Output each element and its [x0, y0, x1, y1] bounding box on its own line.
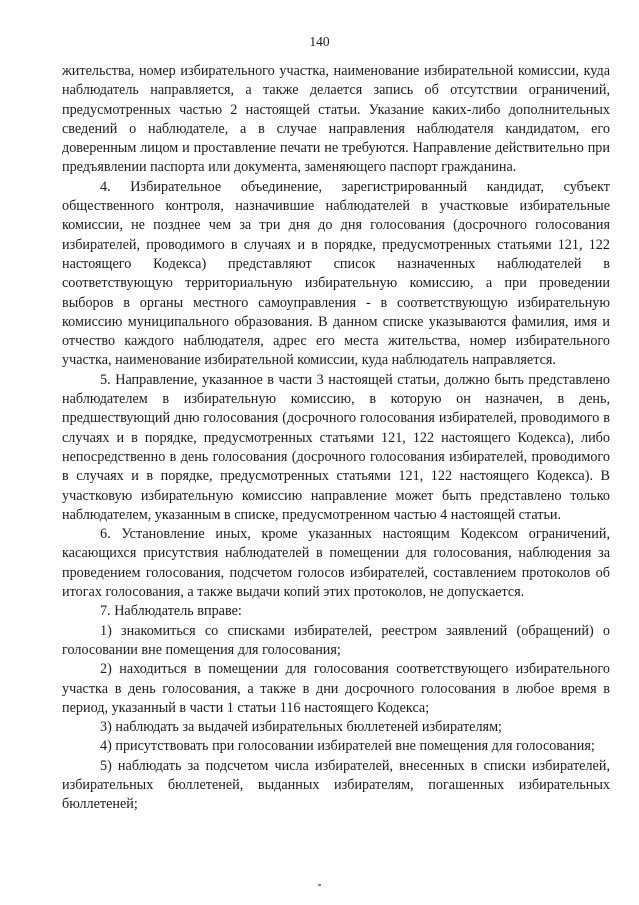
paragraph-7-heading: 7. Наблюдатель вправе: — [100, 603, 242, 620]
paragraph-6: 6. Установление иных, кроме указанных настоящим Кодексом ограничений, касающихся присутствия наблюдателей в помещении для голосования, наблюдения за проведением голосования, подсчетом голосов избирателей, составлением протоколов об итогах голосования, а также выдачи копий этих протоколов, не допускается. — [62, 526, 610, 601]
list-item-5: 5) наблюдать за подсчетом числа избирателей, внесенных в списки избирателей, избирательных бюллетеней, выданных избирателям, погашенных избирательных бюллетеней; — [62, 757, 610, 813]
paragraph-continuation: жительства, номер избирательного участка, наименование избирательной комиссии, куда наблюдатель направляется, а также делается запись об отсутствии ограничений, предусмотренных частью 2 настоящей статьи. Указание каких-либо дополнительных сведений о наблюдателе, а в случае направления наблюдателя кандидатом, его доверенным лицом и проставление печати не требуются. Направление действительно при предъявлении паспорта или документа, заменяющего паспорт гражданина. — [62, 63, 610, 176]
scan-speck — [318, 884, 321, 886]
paragraph-5: 5. Направление, указанное в части 3 настоящей статьи, должно быть представлено наблюдателем в избирательную комиссию, в которую он назначен, в день, предшествующий дню голосования (досрочного голосования избирателей, проводимого в случаях и в порядке, предусмотренных статьями 121, 122 настоящего Кодекса), либо непосредственно в день голосования (досрочного голосования избирателей, проводимого в случаях и в порядке, предусмотренных статьями 121, 122 настоящего Кодекса). В участковую избирательную комиссию направление может быть представлено только наблюдателем, указанным в списке, предусмотренном частью 4 настоящей статьи. — [62, 371, 610, 523]
list-item-4: 4) присутствовать при голосовании избирателей вне помещения для голосования; — [100, 738, 595, 755]
list-item-2: 2) находиться в помещении для голосования соответствующего избирательного участка в день голосования, а также в дни досрочного голосования в любое время в период, указанный в части 1 статьи 116 настоящего Кодекса; — [62, 661, 610, 716]
list-item-1: 1) знакомиться со списками избирателей, реестром заявлений (обращений) о голосовании вне помещения для голосования; — [62, 622, 610, 658]
list-item-3: 3) наблюдать за выдачей избирательных бюллетеней избирателям; — [100, 719, 502, 736]
paragraph-4: 4. Избирательное объединение, зарегистрированный кандидат, субъект общественного контроля, назначившие наблюдателей в участковые избирательные комиссии, не позднее чем за три дня до дня голосования (досрочного голосования избирателей, проводимого в случаях и в порядке, предусмотренных статьями 121, 122 настоящего Кодекса) представляют список назначенных наблюдателей в соответствующую территориальную избирательную комиссию, а при проведении выборов в органы местного самоуправления - в соответствующую избирательную комиссию муниципального образования. В данном списке указываются фамилия, имя и отчество каждого наблюдателя, адрес его места жительства, номер избирательного участка, наименование избирательной комиссии, куда наблюдатель направляется. — [62, 178, 610, 369]
page-body — [62, 62, 610, 815]
page-number: 140 — [309, 34, 330, 49]
